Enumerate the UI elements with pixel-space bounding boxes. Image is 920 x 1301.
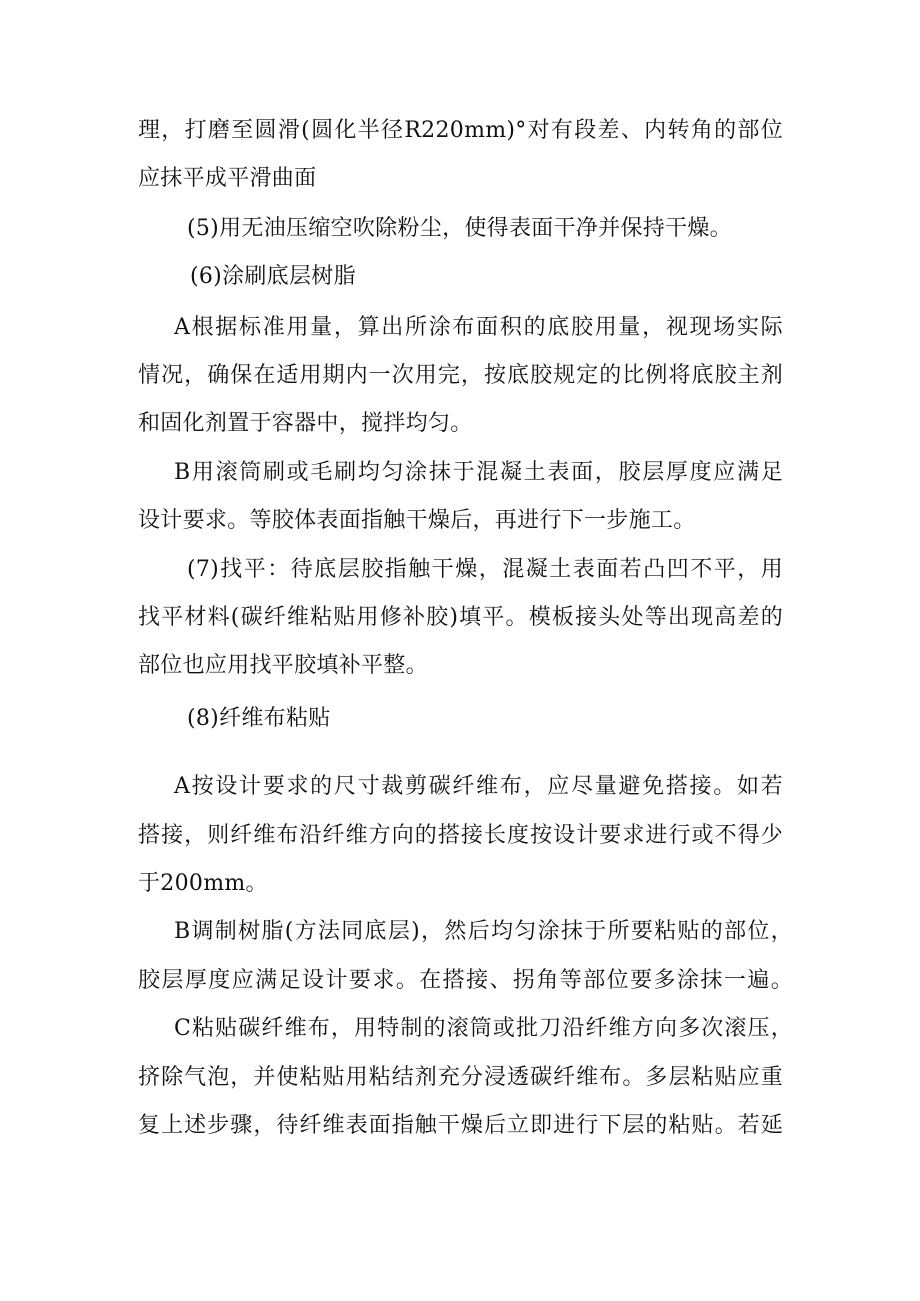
text-line: (5)用无油压缩空吹除粉尘，使得表面干净并保持干燥。 — [187, 216, 732, 241]
text-line: 搭接，则纤维布沿纤维方向的搭接长度按设计要求进行或不得少 — [138, 823, 783, 848]
text-line: A按设计要求的尺寸裁剪碳纤维布，应尽量避免搭接。如若 — [174, 774, 783, 799]
text-line: 应抹平成平滑曲面 — [138, 166, 317, 191]
text-line: 胶层厚度应满足设计要求。在搭接、拐角等部位要多涂抹一遍。 — [138, 968, 793, 993]
text-line: 找平材料(碳纤维粘贴用修补胶)填平。模板接头处等出现高差的 — [138, 605, 783, 630]
text-line: 理，打磨至圆滑(圆化半径R220mm)°对有段差、内转角的部位 — [138, 118, 783, 143]
text-line: 情况，确保在适用期内一次用完，按底胶规定的比例将底胶主剂 — [138, 363, 783, 388]
text-line: B用滚筒刷或毛刷均匀涂抹于混凝土表面，胶层厚度应满足 — [174, 460, 783, 485]
text-line: 复上述步骤，待纤维表面指触干燥后立即进行下层的粘贴。若延 — [138, 1113, 783, 1138]
text-line: C粘贴碳纤维布，用特制的滚筒或批刀沿纤维方向多次滚压， — [174, 1016, 793, 1041]
text-line: 设计要求。等胶体表面指触干燥后，再进行下一步施工。 — [138, 508, 696, 533]
text-line: 于200mm。 — [138, 871, 268, 896]
text-line: A根据标准用量，算出所涂布面积的底胶用量，视现场实际 — [174, 315, 783, 340]
text-line: (7)找平：待底层胶指触干燥，混凝土表面若凸凹不平，用 — [187, 557, 783, 582]
text-line: (6)涂刷底层树脂 — [190, 264, 356, 289]
text-line: 部位也应用找平胶填补平整。 — [138, 653, 428, 678]
text-line: 挤除气泡，并使粘贴用粘结剂充分浸透碳纤维布。多层粘贴应重 — [138, 1065, 783, 1090]
text-line: B调制树脂(方法同底层)，然后均匀涂抹于所要粘贴的部位， — [174, 919, 793, 944]
text-line: (8)纤维布粘贴 — [187, 706, 331, 731]
text-line: 和固化剂置于容器中，搅拌均匀。 — [138, 411, 473, 436]
